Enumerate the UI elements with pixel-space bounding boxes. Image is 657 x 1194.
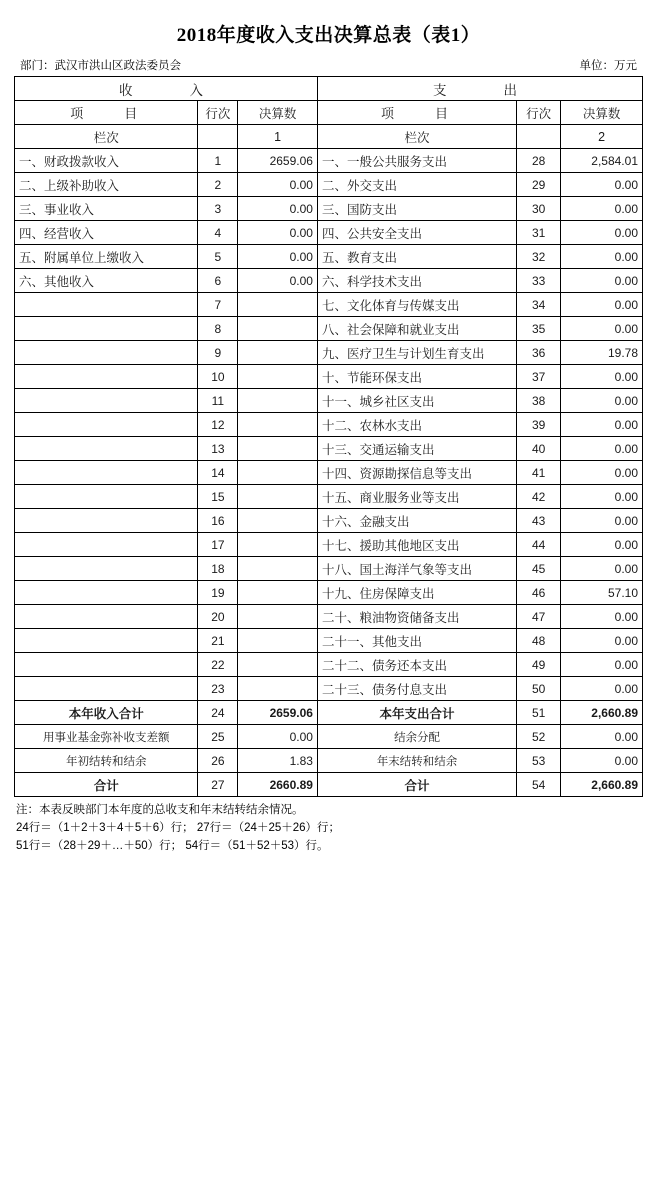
- income-item: 三、事业收入: [15, 197, 198, 221]
- expense-value: 0.00: [561, 605, 643, 629]
- income-value: [238, 413, 318, 437]
- expense-item: 十一、城乡社区支出: [317, 389, 516, 413]
- table-row: [15, 557, 643, 581]
- income-value: 0.00: [238, 725, 318, 749]
- summary-row-annual-total: [15, 701, 643, 725]
- table-column-header-row: [15, 101, 643, 125]
- expense-value: 0.00: [561, 413, 643, 437]
- table-row: [15, 245, 643, 269]
- income-line: 4: [198, 221, 238, 245]
- expense-item: 十六、金融支出: [317, 509, 516, 533]
- table-row: [15, 365, 643, 389]
- table-row: [15, 197, 643, 221]
- expense-line: 35: [517, 317, 561, 341]
- expense-line: 28: [517, 149, 561, 173]
- income-line: 9: [198, 341, 238, 365]
- income-item: [15, 533, 198, 557]
- expense-item: 本年支出合计: [317, 701, 516, 725]
- income-value: 0.00: [238, 245, 318, 269]
- lancixa-expense-line: [517, 125, 561, 149]
- expense-item: 四、公共安全支出: [317, 221, 516, 245]
- income-line: 6: [198, 269, 238, 293]
- expense-value: 0.00: [561, 269, 643, 293]
- col-header-expense-value: 决算数: [561, 101, 643, 125]
- note-line: 51行＝（28＋29＋…＋50）行； 54行＝（51＋52＋53）行。: [16, 839, 329, 852]
- income-value: [238, 317, 318, 341]
- income-item: [15, 629, 198, 653]
- department-label: 部门：武汉市洪山区政法委员会: [20, 60, 181, 72]
- income-line: 8: [198, 317, 238, 341]
- income-line: 7: [198, 293, 238, 317]
- expense-item: 十、节能环保支出: [317, 365, 516, 389]
- expense-item: 九、医疗卫生与计划生育支出: [317, 341, 516, 365]
- income-line: 15: [198, 485, 238, 509]
- income-value: [238, 293, 318, 317]
- income-line: 27: [198, 773, 238, 797]
- expense-value: 19.78: [561, 341, 643, 365]
- expense-value: 0.00: [561, 629, 643, 653]
- expense-value: 0.00: [561, 317, 643, 341]
- table-lancixa-row: [15, 125, 643, 149]
- income-item: [15, 437, 198, 461]
- expense-value: 0.00: [561, 509, 643, 533]
- expense-item: 二十三、债务付息支出: [317, 677, 516, 701]
- income-line: 1: [198, 149, 238, 173]
- expense-value: 2,584.01: [561, 149, 643, 173]
- expense-item: 十七、援助其他地区支出: [317, 533, 516, 557]
- income-item: [15, 485, 198, 509]
- expense-line: 42: [517, 485, 561, 509]
- income-item: 六、其他收入: [15, 269, 198, 293]
- expense-value: 0.00: [561, 389, 643, 413]
- expense-value: 0.00: [561, 653, 643, 677]
- income-value: [238, 389, 318, 413]
- summary-row-carryover: [15, 749, 643, 773]
- unit-label: 单位：万元: [579, 60, 637, 72]
- table-row: [15, 629, 643, 653]
- note-line: 24行＝（1＋2＋3＋4＋5＋6）行； 27行＝（24＋25＋26）行；: [16, 821, 341, 834]
- expense-value: 0.00: [561, 197, 643, 221]
- table-row: [15, 173, 643, 197]
- income-value: 2659.06: [238, 149, 318, 173]
- income-value: [238, 581, 318, 605]
- expense-line: 39: [517, 413, 561, 437]
- income-item: [15, 677, 198, 701]
- income-item: 用事业基金弥补收支差额: [15, 725, 198, 749]
- expense-item: 二、外交支出: [317, 173, 516, 197]
- expense-value: 0.00: [561, 173, 643, 197]
- expense-item: 七、文化体育与传媒支出: [317, 293, 516, 317]
- expense-value: 57.10: [561, 581, 643, 605]
- meta-row: [14, 57, 643, 76]
- expense-item: 十四、资源勘探信息等支出: [317, 461, 516, 485]
- expense-value: 0.00: [561, 557, 643, 581]
- lancixa-expense-value: 2: [561, 125, 643, 149]
- expense-line: 47: [517, 605, 561, 629]
- expense-value: 2,660.89: [561, 773, 643, 797]
- income-item: [15, 389, 198, 413]
- note-line: 注：本表反映部门本年度的总收支和年末结转结余情况。: [16, 804, 304, 816]
- income-value: [238, 605, 318, 629]
- table-row: [15, 413, 643, 437]
- lancixa-income-line: [198, 125, 238, 149]
- income-line: 10: [198, 365, 238, 389]
- expense-value: 0.00: [561, 749, 643, 773]
- expense-line: 29: [517, 173, 561, 197]
- expense-value: 0.00: [561, 437, 643, 461]
- expense-value: 0.00: [561, 221, 643, 245]
- income-item: [15, 581, 198, 605]
- expense-line: 50: [517, 677, 561, 701]
- table-row: [15, 677, 643, 701]
- income-value: [238, 485, 318, 509]
- table-row: [15, 341, 643, 365]
- income-value: [238, 509, 318, 533]
- page-title: 2018年度收入支出决算总表（表1）: [176, 25, 481, 46]
- income-value: [238, 629, 318, 653]
- expense-line: 41: [517, 461, 561, 485]
- expense-line: 30: [517, 197, 561, 221]
- expense-line: 33: [517, 269, 561, 293]
- table-row: [15, 149, 643, 173]
- income-value: 2660.89: [238, 773, 318, 797]
- expense-item: 二十一、其他支出: [317, 629, 516, 653]
- income-line: 14: [198, 461, 238, 485]
- table-row: [15, 461, 643, 485]
- col-header-income-item: 项 目: [15, 101, 198, 125]
- expense-value: 0.00: [561, 677, 643, 701]
- expense-value: 0.00: [561, 725, 643, 749]
- income-item: [15, 293, 198, 317]
- expense-line: 54: [517, 773, 561, 797]
- expense-item: 十五、商业服务业等支出: [317, 485, 516, 509]
- expense-item: 二十二、债务还本支出: [317, 653, 516, 677]
- income-line: 12: [198, 413, 238, 437]
- income-value: [238, 461, 318, 485]
- income-item: 五、附属单位上缴收入: [15, 245, 198, 269]
- table-row: [15, 509, 643, 533]
- table-notes: [14, 802, 643, 855]
- table-row: [15, 293, 643, 317]
- income-line: 21: [198, 629, 238, 653]
- expense-value: 0.00: [561, 485, 643, 509]
- income-item: 二、上级补助收入: [15, 173, 198, 197]
- expense-line: 45: [517, 557, 561, 581]
- expense-line: 34: [517, 293, 561, 317]
- lancixa-label-income: 栏次: [15, 125, 198, 149]
- income-line: 22: [198, 653, 238, 677]
- income-item: [15, 509, 198, 533]
- expense-item: 二十、粮油物资储备支出: [317, 605, 516, 629]
- income-line: 5: [198, 245, 238, 269]
- group-header-expense: 支 出: [317, 77, 642, 101]
- income-value: [238, 677, 318, 701]
- expense-value: 0.00: [561, 461, 643, 485]
- expense-value: 0.00: [561, 365, 643, 389]
- income-value: [238, 557, 318, 581]
- income-value: 0.00: [238, 173, 318, 197]
- income-item: [15, 365, 198, 389]
- income-value: [238, 533, 318, 557]
- income-value: 0.00: [238, 197, 318, 221]
- income-line: 17: [198, 533, 238, 557]
- income-value: [238, 653, 318, 677]
- income-line: 26: [198, 749, 238, 773]
- income-line: 18: [198, 557, 238, 581]
- col-header-expense-item: 项 目: [317, 101, 516, 125]
- expense-item: 十八、国土海洋气象等支出: [317, 557, 516, 581]
- expense-value: 0.00: [561, 245, 643, 269]
- expense-item: 十二、农林水支出: [317, 413, 516, 437]
- expense-item: 八、社会保障和就业支出: [317, 317, 516, 341]
- table-row: [15, 389, 643, 413]
- expense-line: 44: [517, 533, 561, 557]
- expense-line: 40: [517, 437, 561, 461]
- income-line: 24: [198, 701, 238, 725]
- income-value: [238, 437, 318, 461]
- income-item: [15, 461, 198, 485]
- income-value: 1.83: [238, 749, 318, 773]
- expense-item: 一、一般公共服务支出: [317, 149, 516, 173]
- expense-item: 结余分配: [317, 725, 516, 749]
- income-item: [15, 413, 198, 437]
- expense-line: 36: [517, 341, 561, 365]
- expense-line: 37: [517, 365, 561, 389]
- expense-item: 五、教育支出: [317, 245, 516, 269]
- income-value: 0.00: [238, 221, 318, 245]
- expense-item: 合计: [317, 773, 516, 797]
- summary-row-grand-total: [15, 773, 643, 797]
- table-row: [15, 605, 643, 629]
- expense-line: 31: [517, 221, 561, 245]
- expense-value: 0.00: [561, 533, 643, 557]
- expense-line: 38: [517, 389, 561, 413]
- col-header-expense-line: 行次: [517, 101, 561, 125]
- income-item: 四、经营收入: [15, 221, 198, 245]
- income-item: 合计: [15, 773, 198, 797]
- table-row: [15, 269, 643, 293]
- income-line: 25: [198, 725, 238, 749]
- income-line: 16: [198, 509, 238, 533]
- table-row: [15, 533, 643, 557]
- income-line: 20: [198, 605, 238, 629]
- income-line: 23: [198, 677, 238, 701]
- income-value: 2659.06: [238, 701, 318, 725]
- expense-item: 年末结转和结余: [317, 749, 516, 773]
- expense-line: 52: [517, 725, 561, 749]
- income-value: [238, 341, 318, 365]
- expense-line: 51: [517, 701, 561, 725]
- expense-line: 46: [517, 581, 561, 605]
- income-item: [15, 341, 198, 365]
- col-header-income-line: 行次: [198, 101, 238, 125]
- income-line: 2: [198, 173, 238, 197]
- income-line: 13: [198, 437, 238, 461]
- income-line: 11: [198, 389, 238, 413]
- income-item: 本年收入合计: [15, 701, 198, 725]
- budget-summary-table: [14, 76, 643, 797]
- income-value: 0.00: [238, 269, 318, 293]
- table-row: [15, 317, 643, 341]
- table-group-header-row: [15, 77, 643, 101]
- expense-line: 32: [517, 245, 561, 269]
- income-item: [15, 317, 198, 341]
- expense-item: 十三、交通运输支出: [317, 437, 516, 461]
- income-item: [15, 653, 198, 677]
- income-item: 一、财政拨款收入: [15, 149, 198, 173]
- table-row: [15, 221, 643, 245]
- expense-line: 53: [517, 749, 561, 773]
- summary-row-fund-offset: [15, 725, 643, 749]
- lancixa-label-expense: 栏次: [317, 125, 516, 149]
- group-header-income: 收 入: [15, 77, 318, 101]
- expense-value: 0.00: [561, 293, 643, 317]
- expense-item: 三、国防支出: [317, 197, 516, 221]
- income-item: [15, 557, 198, 581]
- income-value: [238, 365, 318, 389]
- col-header-income-value: 决算数: [238, 101, 318, 125]
- lancixa-income-value: 1: [238, 125, 318, 149]
- expense-item: 六、科学技术支出: [317, 269, 516, 293]
- income-item: [15, 605, 198, 629]
- expense-item: 十九、住房保障支出: [317, 581, 516, 605]
- income-line: 19: [198, 581, 238, 605]
- expense-line: 48: [517, 629, 561, 653]
- expense-line: 49: [517, 653, 561, 677]
- expense-line: 43: [517, 509, 561, 533]
- table-row: [15, 437, 643, 461]
- table-row: [15, 653, 643, 677]
- income-line: 3: [198, 197, 238, 221]
- income-item: 年初结转和结余: [15, 749, 198, 773]
- table-row: [15, 581, 643, 605]
- expense-value: 2,660.89: [561, 701, 643, 725]
- table-row: [15, 485, 643, 509]
